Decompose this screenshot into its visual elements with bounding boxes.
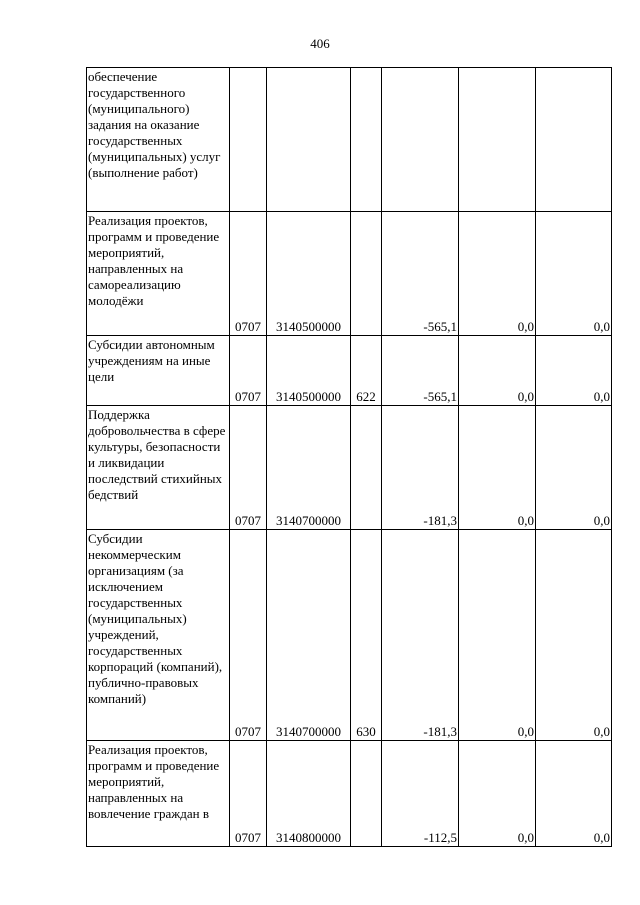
row-name: Реализация проектов, программ и проведение мероприятий, направленных на самореализацию молодёжи bbox=[87, 212, 230, 336]
row-section-code: 0707 bbox=[230, 741, 267, 847]
row-sum-2 bbox=[459, 68, 536, 212]
row-section-code: 0707 bbox=[230, 212, 267, 336]
row-sum-3: 0,0 bbox=[536, 212, 612, 336]
row-section-code bbox=[230, 68, 267, 212]
table-row bbox=[87, 336, 612, 406]
row-sum-2: 0,0 bbox=[459, 336, 536, 406]
table-row bbox=[87, 68, 612, 212]
row-name: обеспечение государственного (муниципального) задания на оказание государственных (муниципальных) услуг (выполнение работ) bbox=[87, 68, 230, 212]
page-number: 406 bbox=[310, 36, 330, 51]
row-section-code: 0707 bbox=[230, 336, 267, 406]
row-sum-2: 0,0 bbox=[459, 212, 536, 336]
row-sum-1: -565,1 bbox=[382, 336, 459, 406]
row-expense-type bbox=[351, 741, 382, 847]
row-target-code: 3140800000 bbox=[267, 741, 351, 847]
row-sum-1: -181,3 bbox=[382, 406, 459, 530]
row-sum-1 bbox=[382, 68, 459, 212]
row-name: Реализация проектов, программ и проведение мероприятий, направленных на вовлечение граждан в bbox=[87, 741, 230, 847]
row-name: Субсидии автономным учреждениям на иные цели bbox=[87, 336, 230, 406]
row-target-code: 3140700000 bbox=[267, 406, 351, 530]
row-expense-type: 630 bbox=[351, 530, 382, 741]
row-target-code bbox=[267, 68, 351, 212]
row-sum-3: 0,0 bbox=[536, 530, 612, 741]
row-expense-type: 622 bbox=[351, 336, 382, 406]
row-expense-type bbox=[351, 68, 382, 212]
row-sum-2: 0,0 bbox=[459, 741, 536, 847]
row-sum-3: 0,0 bbox=[536, 336, 612, 406]
table-row bbox=[87, 406, 612, 530]
row-sum-1: -565,1 bbox=[382, 212, 459, 336]
row-section-code: 0707 bbox=[230, 406, 267, 530]
row-sum-1: -112,5 bbox=[382, 741, 459, 847]
row-sum-3: 0,0 bbox=[536, 406, 612, 530]
row-sum-3: 0,0 bbox=[536, 741, 612, 847]
row-target-code: 3140500000 bbox=[267, 212, 351, 336]
row-sum-2: 0,0 bbox=[459, 530, 536, 741]
row-section-code: 0707 bbox=[230, 530, 267, 741]
row-name: Поддержка добровольчества в сфере культуры, безопасности и ликвидации последствий стихийных бедствий bbox=[87, 406, 230, 530]
row-target-code: 3140500000 bbox=[267, 336, 351, 406]
row-expense-type bbox=[351, 406, 382, 530]
table-row bbox=[87, 530, 612, 741]
row-sum-1: -181,3 bbox=[382, 530, 459, 741]
row-sum-2: 0,0 bbox=[459, 406, 536, 530]
table-row bbox=[87, 741, 612, 847]
row-target-code: 3140700000 bbox=[267, 530, 351, 741]
row-sum-3 bbox=[536, 68, 612, 212]
row-expense-type bbox=[351, 212, 382, 336]
budget-table bbox=[86, 67, 612, 847]
row-name: Субсидии некоммерческим организациям (за исключением государственных (муниципальных) учреждений, государственных корпораций (компаний), публично-правовых компаний) bbox=[87, 530, 230, 741]
table-row bbox=[87, 212, 612, 336]
